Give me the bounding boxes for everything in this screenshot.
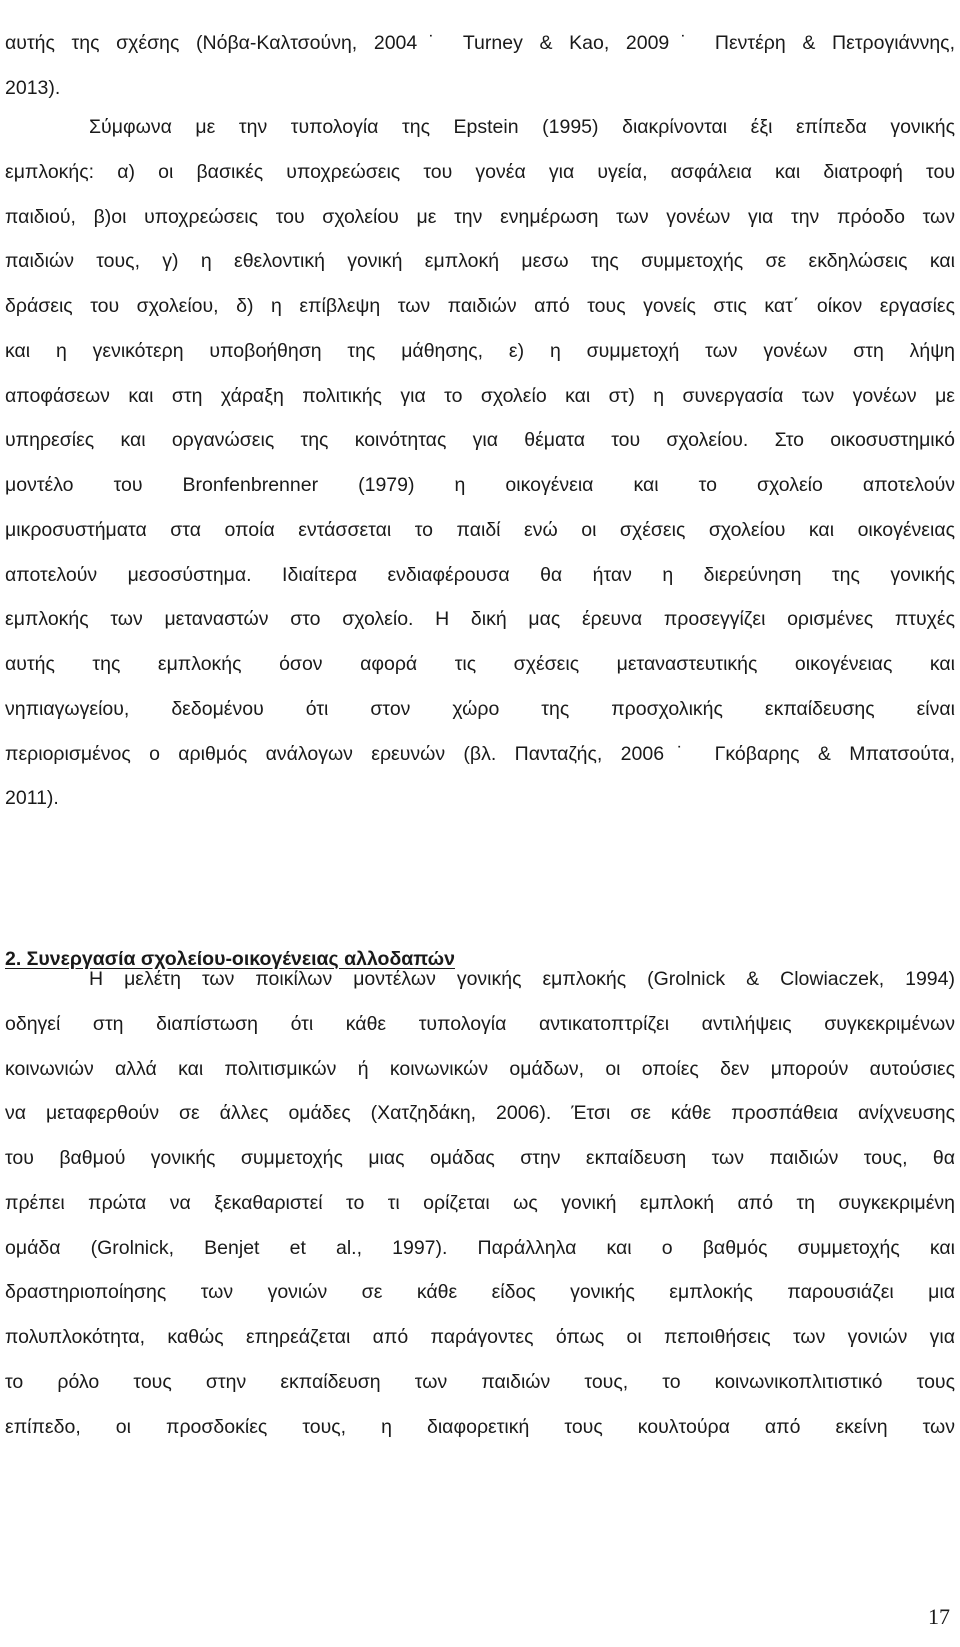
- text-line: περιορισμένος ο αριθμός ανάλογων ερευνών (βλ. Πανταζής, 2006˙ Γκόβαρης & Μπατσούτα,: [5, 742, 955, 765]
- text-line: μοντέλο του Bronfenbrenner (1979) η οικογένεια και το σχολείο αποτελούν: [5, 474, 955, 496]
- text-line: Η μελέτη των ποικίλων μοντέλων γονικής εμπλοκής (Grolnick & Clowiaczek, 1994): [89, 968, 955, 990]
- text-line: νηπιαγωγείου, δεδομένου ότι στον χώρο της προσχολικής εκπαίδευσης είναι: [5, 697, 955, 720]
- intro-paragraph: [5, 21, 955, 111]
- text-line: Σύμφωνα με την τυπολογία της Epstein (1995) διακρίνονται έξι επίπεδα γονικής: [89, 116, 955, 138]
- text-line: το ρόλο τους στην εκπαίδευση των παιδιών τους, το κοινωνικοπλιτιστικό τους: [5, 1370, 955, 1393]
- text-line: εμπλοκής: α) οι βασικές υποχρεώσεις του γονέα για υγεία, ασφάλεια και διατροφή του: [5, 160, 955, 183]
- text-line: εμπλοκής των μεταναστών στο σχολείο. Η δική μας έρευνα προσεγγίζει ορισμένες πτυχές: [5, 608, 955, 631]
- page-number: 17: [928, 1604, 950, 1629]
- text-line: οδηγεί στη διαπίστωση ότι κάθε τυπολογία αντικατοπτρίζει αντιλήψεις συγκεκριμένων: [5, 1012, 955, 1035]
- text-line: δράσεις του σχολείου, δ) η επίβλεψη των παιδιών από τους γονείς στις κατ΄ οίκον εργασίες: [5, 295, 955, 317]
- text-line: παιδιών τους, γ) η εθελοντική γονική εμπλοκή μεσω της συμμετοχής σε εκδηλώσεις και: [5, 250, 955, 273]
- text-line: πολυπλοκότητα, καθώς επηρεάζεται από παράγοντες όπως οι πεποιθήσεις των γονιών για: [5, 1326, 955, 1348]
- text-line: επίπεδο, οι προσδοκίες τους, η διαφορετική τους κουλτούρα από εκείνη των: [5, 1415, 955, 1438]
- text-line: μικροσυστήματα στα οποία εντάσσεται το παιδί ενώ οι σχέσεις σχολείου και οικογένειας: [5, 518, 955, 541]
- text-line: αυτής της εμπλοκής όσον αφορά τις σχέσεις μεταναστευτικής οικογένειας και: [5, 653, 955, 675]
- text-line: κοινωνιών αλλά και πολιτισμικών ή κοινωνικών ομάδων, οι οποίες δεν μπορούν αυτούσιες: [5, 1057, 955, 1080]
- text-line: αποτελούν μεσοσύστημα. Ιδιαίτερα ενδιαφέρουσα θα ήταν η διερεύνηση της γονικής: [5, 563, 955, 586]
- text-line: δραστηριοποίησης των γονιών σε κάθε είδος γονικής εμπλοκής παρουσιάζει μια: [5, 1281, 955, 1304]
- text-line: αποφάσεων και στη χάραξη πολιτικής για το σχολείο και στ) η συνεργασία των γονέων με: [5, 384, 955, 407]
- text-line: του βαθμού γονικής συμμετοχής μιας ομάδας στην εκπαίδευση των παιδιών τους, θα: [5, 1147, 955, 1169]
- text-line: να μεταφερθούν σε άλλες ομάδες (Χατζηδάκη, 2006). Έτσι σε κάθε προσπάθεια ανίχνευσης: [5, 1102, 955, 1125]
- text-line: υπηρεσίες και οργανώσεις της κοινότητας για θέματα του σχολείου. Στο οικοσυστημικό: [5, 429, 955, 452]
- text-line: και η γενικότερη υποβοήθηση της μάθησης, ε) η συμμετοχή των γονέων στη λήψη: [5, 339, 955, 362]
- text-line: πρέπει πρώτα να ξεκαθαριστεί το τι ορίζεται ως γονική εμπλοκή από τη συγκεκριμένη: [5, 1191, 955, 1214]
- text-line: αυτής της σχέσης (Νόβα-Καλτσούνη, 2004˙ Turney & Kao, 2009˙ Πεντέρη & Πετρογιάννης,: [5, 32, 955, 54]
- paragraph-epstein-typology: [5, 105, 955, 821]
- text-line: ομάδα (Grolnick, Benjet et al., 1997). Παράλληλα και ο βαθμός συμμετοχής και: [5, 1236, 955, 1259]
- paragraph-cooperation: [5, 957, 955, 1449]
- text-line: παιδιού, β)οι υποχρεώσεις του σχολείου με την ενημέρωση των γονέων για την πρόοδο των: [5, 205, 955, 228]
- text-line: 2013).: [5, 76, 61, 99]
- section-heading: 2. Συνεργασία σχολείου-οικογένειας αλλοδαπών: [5, 948, 455, 970]
- text-line: 2011).: [5, 787, 59, 810]
